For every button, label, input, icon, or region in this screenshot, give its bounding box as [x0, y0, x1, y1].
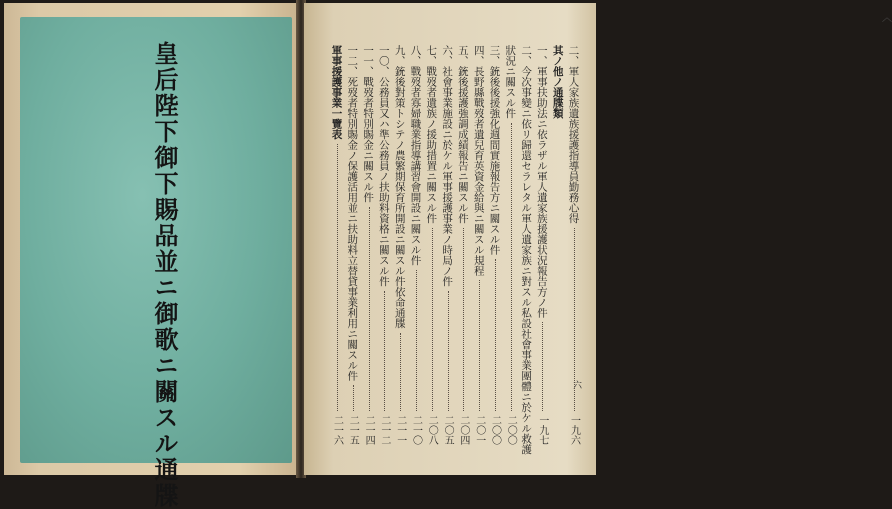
toc-entry-title: 三、銃後後援強化週間實施報告方ニ關スル件	[488, 45, 501, 255]
toc-entry	[457, 3, 471, 475]
toc-page-number: 二〇一	[473, 415, 485, 445]
toc-entry-title: 八、戰歿者寡婦職業指導講習會開設ニ關スル件	[409, 45, 422, 266]
toc-leader-dots	[463, 228, 464, 412]
toc-leader-dots	[416, 270, 417, 412]
toc-entry	[473, 3, 487, 475]
toc-page-number: 二一二	[378, 415, 390, 445]
toc-leader-dots	[353, 385, 354, 411]
toc-entry	[331, 3, 345, 475]
toc-page-number: 二一四	[363, 415, 375, 445]
toc-entry	[521, 3, 535, 475]
toc-page-number: 二〇〇	[505, 415, 517, 445]
toc-page-number: 一九六	[568, 415, 580, 445]
toc-entry	[568, 3, 582, 475]
toc-entry-title: 七、戰歿者遺族ノ援助措置ニ關スル件	[425, 45, 438, 224]
toc-leader-dots	[479, 280, 480, 411]
toc-entry-title: 軍事援護事業一覽表	[330, 45, 343, 140]
toc-leader-dots	[337, 144, 338, 412]
toc-entry	[505, 3, 519, 475]
toc-entry-title: 五、銃後援護強調成績報告ニ關スル件	[456, 45, 469, 224]
toc-entry-title: 一二、死歿者特別賜金ノ保護活用並ニ扶助料立替貸事業利用ニ關スル件	[346, 45, 359, 381]
toc-page-number: 二一一	[394, 415, 406, 445]
toc-leader-dots	[542, 322, 543, 411]
toc-entry	[394, 3, 408, 475]
toc-page-number: 二一六	[331, 415, 343, 445]
toc-page-number: 二〇〇	[489, 415, 501, 445]
section-title: 皇后陛下御下賜品並ニ御歌ニ關スル通牒	[150, 41, 179, 509]
left-page	[4, 3, 298, 509]
right-page	[304, 3, 892, 475]
toc-leader-dots	[448, 291, 449, 412]
toc-page-number: 二〇五	[442, 415, 454, 445]
toc-leader-dots	[400, 333, 401, 412]
toc-leader-dots	[384, 291, 385, 412]
toc-entry-title: 一〇、公務員又ハ準公務員ノ扶助料資格ニ關スル件	[377, 45, 390, 287]
toc-page-number: 二一五	[347, 415, 359, 445]
toc-leader-dots	[432, 228, 433, 412]
page-corner-mark: ︿	[882, 13, 892, 24]
toc-entry	[363, 3, 377, 475]
toc-leader-dots	[495, 259, 496, 411]
toc-page-number: 二〇四	[457, 415, 469, 445]
toc-page-number: 二〇八	[426, 415, 438, 445]
toc-leader-dots	[511, 123, 512, 412]
folio-number: 六	[571, 380, 581, 389]
toc-leader-dots	[369, 207, 370, 412]
toc-entry-title: 九、銃後對策トシテノ農繁期保育所開設ニ關スル件依命通牒	[393, 45, 406, 329]
toc-entry	[442, 3, 456, 475]
toc-entry	[410, 3, 424, 475]
toc-entry	[552, 3, 566, 475]
toc-page-number: 二一〇	[410, 415, 422, 445]
toc-entry-title: 二、軍人家族遺族援護指導員勤務心得	[567, 45, 580, 224]
toc-entry	[489, 3, 503, 475]
toc-entry-title: 其ノ他ノ通牒類	[551, 45, 564, 119]
toc-entry-title: 狀況ニ關スル件	[504, 45, 517, 119]
toc-entry-title: 四、長野縣戰歿者遺兒育英資金給與ニ關スル規程	[472, 45, 485, 276]
toc-page-number: 一九七	[536, 415, 548, 445]
toc-entry	[536, 3, 550, 475]
toc-entry	[378, 3, 392, 475]
toc-entry-title: 二、今次事變ニ依リ歸還セラレタル軍人遺家族ニ對スル私設社會事業團體ニ於ケル救護	[520, 45, 533, 455]
toc-entry	[347, 3, 361, 475]
toc-entry-title: 一一、戰歿者特別賜金ニ關スル件	[362, 45, 375, 203]
toc-entry-title: 六、社會事業施設ニ於ケル軍事援護事業ノ時局ノ件	[441, 45, 454, 287]
toc-entry-title: 一、軍事扶助法ニ依ラザル軍人遺家族援護状況報告方ノ件	[535, 45, 548, 318]
toc-entry	[426, 3, 440, 475]
